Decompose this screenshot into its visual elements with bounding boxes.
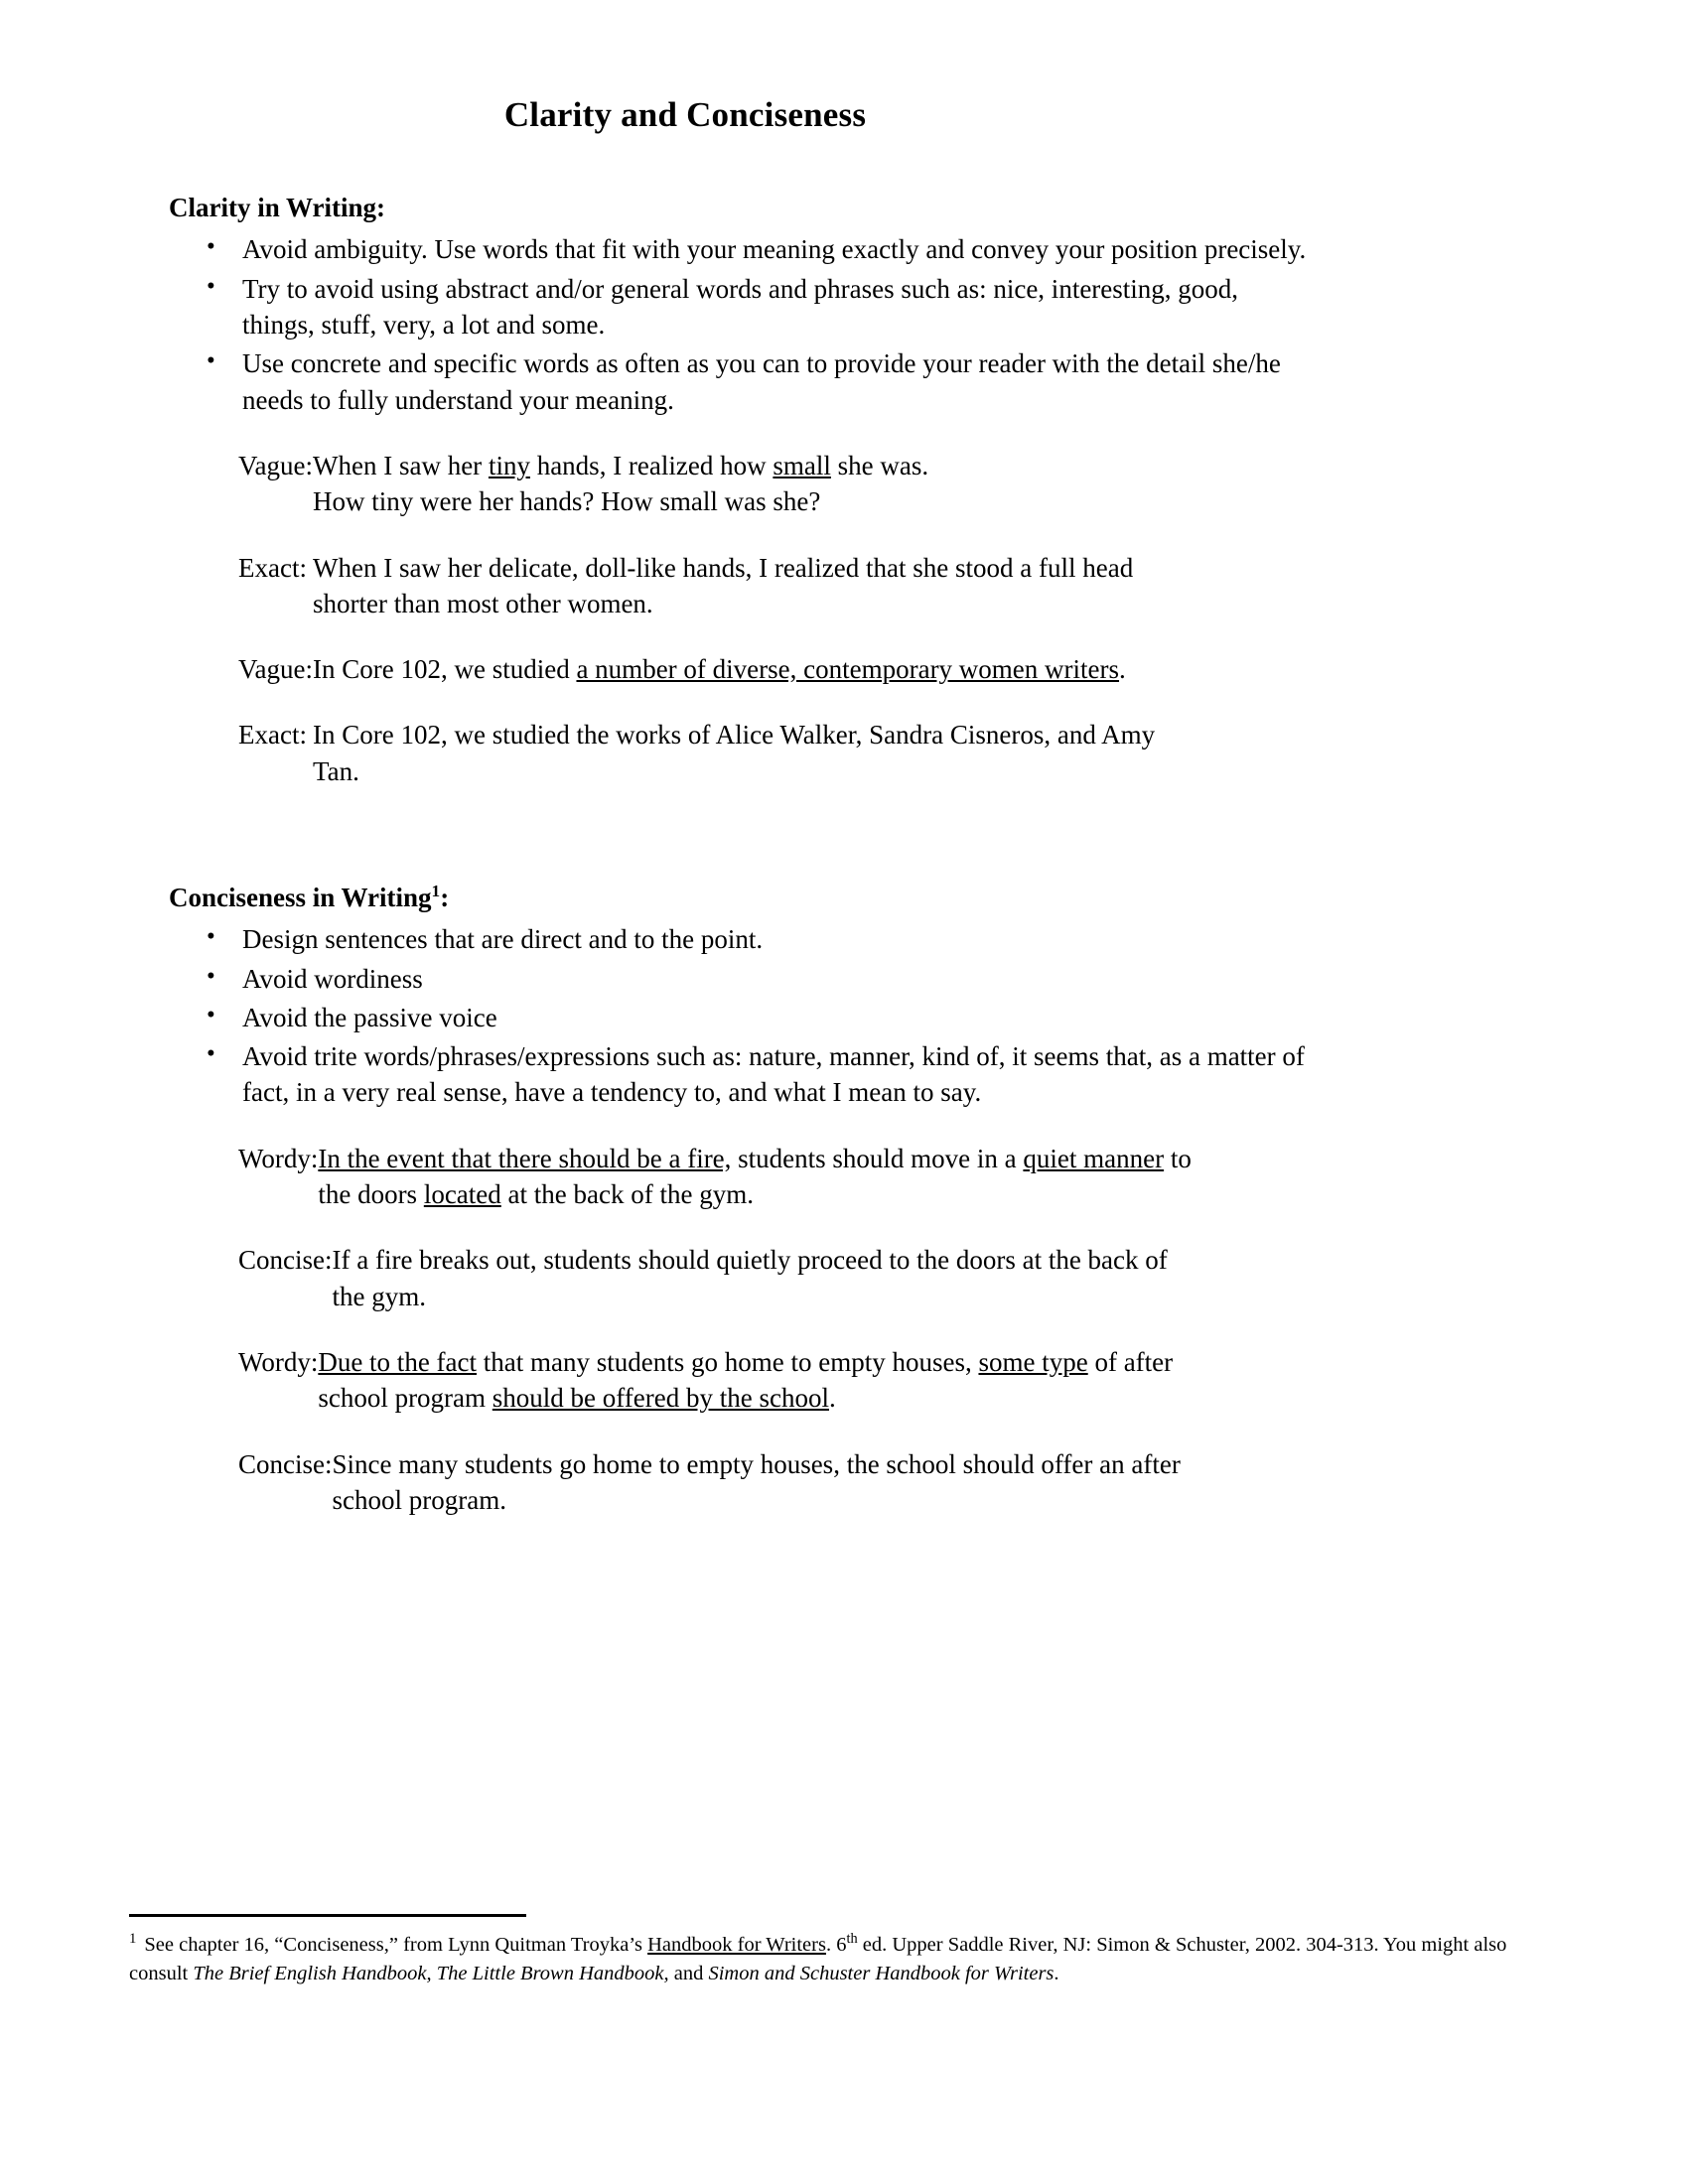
footnote-separator xyxy=(129,1914,526,1917)
example-label: Vague: xyxy=(238,654,313,685)
example-text xyxy=(333,1242,1206,1314)
section-heading-conciseness xyxy=(169,881,1321,915)
footnote-ordinal: th xyxy=(846,1931,858,1948)
example-label: Exact: xyxy=(238,720,307,751)
footnote-text xyxy=(129,1931,1539,1988)
footnote-book-title: Handbook for Writers xyxy=(647,1934,826,1956)
example-text xyxy=(318,1344,1192,1417)
text-run: Since many students go home to empty houses, the school should offer an after school program. xyxy=(332,1448,1181,1515)
list-item: • Avoid wordiness xyxy=(169,961,1315,997)
text-run: . xyxy=(828,1383,836,1414)
example-label: Wordy: xyxy=(238,1347,319,1377)
example-text xyxy=(313,448,1187,520)
list-item: • Use concrete and specific words as often as you can to provide your reader with the detail she/he needs to fully understand your meaning. xyxy=(169,345,1315,418)
section-spacer xyxy=(169,819,1321,881)
list-item: • Avoid the passive voice xyxy=(169,1000,1315,1035)
example-row xyxy=(169,1446,1321,1519)
emphasized-phrase: In the event that there should be a fire, xyxy=(318,1143,732,1173)
text-run: If a fire breaks out, students should quietly proceed to the doors at the back of the gym. xyxy=(332,1245,1168,1311)
section-heading-conciseness-label: Conciseness in Writing xyxy=(169,883,432,913)
emphasized-phrase: quiet manner xyxy=(1023,1143,1165,1173)
footnote-segment: See chapter 16, “Conciseness,” from Lynn Quitman Troyka’s xyxy=(144,1934,648,1956)
footnote-book-title: The Little Brown Handbook, xyxy=(436,1963,669,1985)
text-run: that many students go home to empty houses, xyxy=(477,1347,979,1377)
text-run: In Core 102, we studied xyxy=(313,654,577,685)
example-row xyxy=(169,550,1321,622)
example-label: Concise: xyxy=(238,1448,333,1479)
text-run: How tiny were her hands? How small was she? xyxy=(313,486,821,517)
example-label: Vague: xyxy=(238,450,313,480)
example-text xyxy=(313,550,1187,622)
section-heading-clarity xyxy=(169,191,1321,225)
example-row xyxy=(169,1344,1321,1417)
list-item: • Design sentences that are direct and to the point. xyxy=(169,921,1315,957)
section-heading-clarity-label: Clarity in Writing xyxy=(169,193,377,223)
text-run: hands, I realized how xyxy=(529,450,774,480)
example-row xyxy=(169,651,1321,687)
list-item: • Try to avoid using abstract and/or general words and phrases such as: nice, interesting, good, things, stuff, very, a lot and some. xyxy=(169,271,1315,343)
footnote-book-title: The Brief English Handbook, xyxy=(193,1963,432,1985)
emphasized-phrase: tiny xyxy=(488,450,530,480)
example-text xyxy=(313,717,1187,789)
list-item: • Avoid trite words/phrases/expressions such as: nature, manner, kind of, it seems that, as a matter of fact, in a very real sense, have a tendency to, and what I mean to say. xyxy=(169,1038,1315,1111)
example-row xyxy=(169,1141,1321,1213)
text-run: of after school program xyxy=(318,1347,1174,1414)
conciseness-bullet-list xyxy=(169,921,1321,1111)
emphasized-phrase: located xyxy=(423,1179,501,1210)
example-text xyxy=(313,651,1187,687)
text-run: she was. xyxy=(830,450,929,480)
footnote-segment: . xyxy=(1054,1963,1059,1985)
footnote-segment: ed. Upper Saddle River, NJ: Simon xyxy=(857,1934,1150,1956)
footnote-book-title: and Schuster Handbook for Writers xyxy=(764,1963,1055,1985)
text-run: When I saw her xyxy=(313,450,489,480)
footnote-reference[interactable]: 1 xyxy=(431,882,441,901)
footnote-marker: 1 xyxy=(129,1931,137,1948)
text-run: When I saw her delicate, doll-like hands, I realized that she stood a full head shorter than most other women. xyxy=(313,552,1134,618)
footnote-area xyxy=(129,1914,1539,1988)
example-label: Concise: xyxy=(238,1245,333,1276)
text-run: students should move in a xyxy=(731,1143,1024,1173)
clarity-examples xyxy=(169,448,1321,789)
emphasized-phrase: small xyxy=(773,450,831,480)
footnote-segment: and xyxy=(668,1963,709,1985)
text-run: at the back of the gym. xyxy=(500,1179,754,1210)
footnote-segment: . 6 xyxy=(825,1934,847,1956)
emphasized-phrase: a number of diverse, contemporary women writers xyxy=(576,654,1120,685)
example-text xyxy=(318,1141,1192,1213)
emphasized-phrase: Due to the fact xyxy=(318,1347,478,1377)
conciseness-examples xyxy=(169,1141,1321,1519)
emphasized-phrase: should be offered by the school xyxy=(492,1383,829,1414)
text-run: . xyxy=(1119,654,1126,685)
document-body xyxy=(169,95,1321,1548)
example-row xyxy=(169,448,1321,520)
example-label: Wordy: xyxy=(238,1143,319,1173)
example-row xyxy=(169,717,1321,789)
example-text xyxy=(333,1446,1206,1519)
footnote-segment: & Schuster, 2002. 304-313. You might also consult xyxy=(129,1934,1507,1985)
text-run: to the doors xyxy=(318,1143,1192,1210)
section-heading-conciseness-colon: : xyxy=(440,883,450,913)
clarity-bullet-list xyxy=(169,231,1321,418)
page-title: Clarity and Conciseness xyxy=(503,95,867,134)
list-item: • Avoid ambiguity. Use words that fit with your meaning exactly and convey your position precisely. xyxy=(169,231,1315,267)
text-run: In Core 102, we studied the works of Alice Walker, Sandra Cisneros, and Amy Tan. xyxy=(313,720,1156,786)
emphasized-phrase: some type xyxy=(978,1347,1088,1377)
example-row xyxy=(169,1242,1321,1314)
footnote-book-title: Simon xyxy=(708,1963,760,1985)
section-heading-clarity-colon: : xyxy=(376,193,386,223)
example-label: Exact: xyxy=(238,552,307,583)
